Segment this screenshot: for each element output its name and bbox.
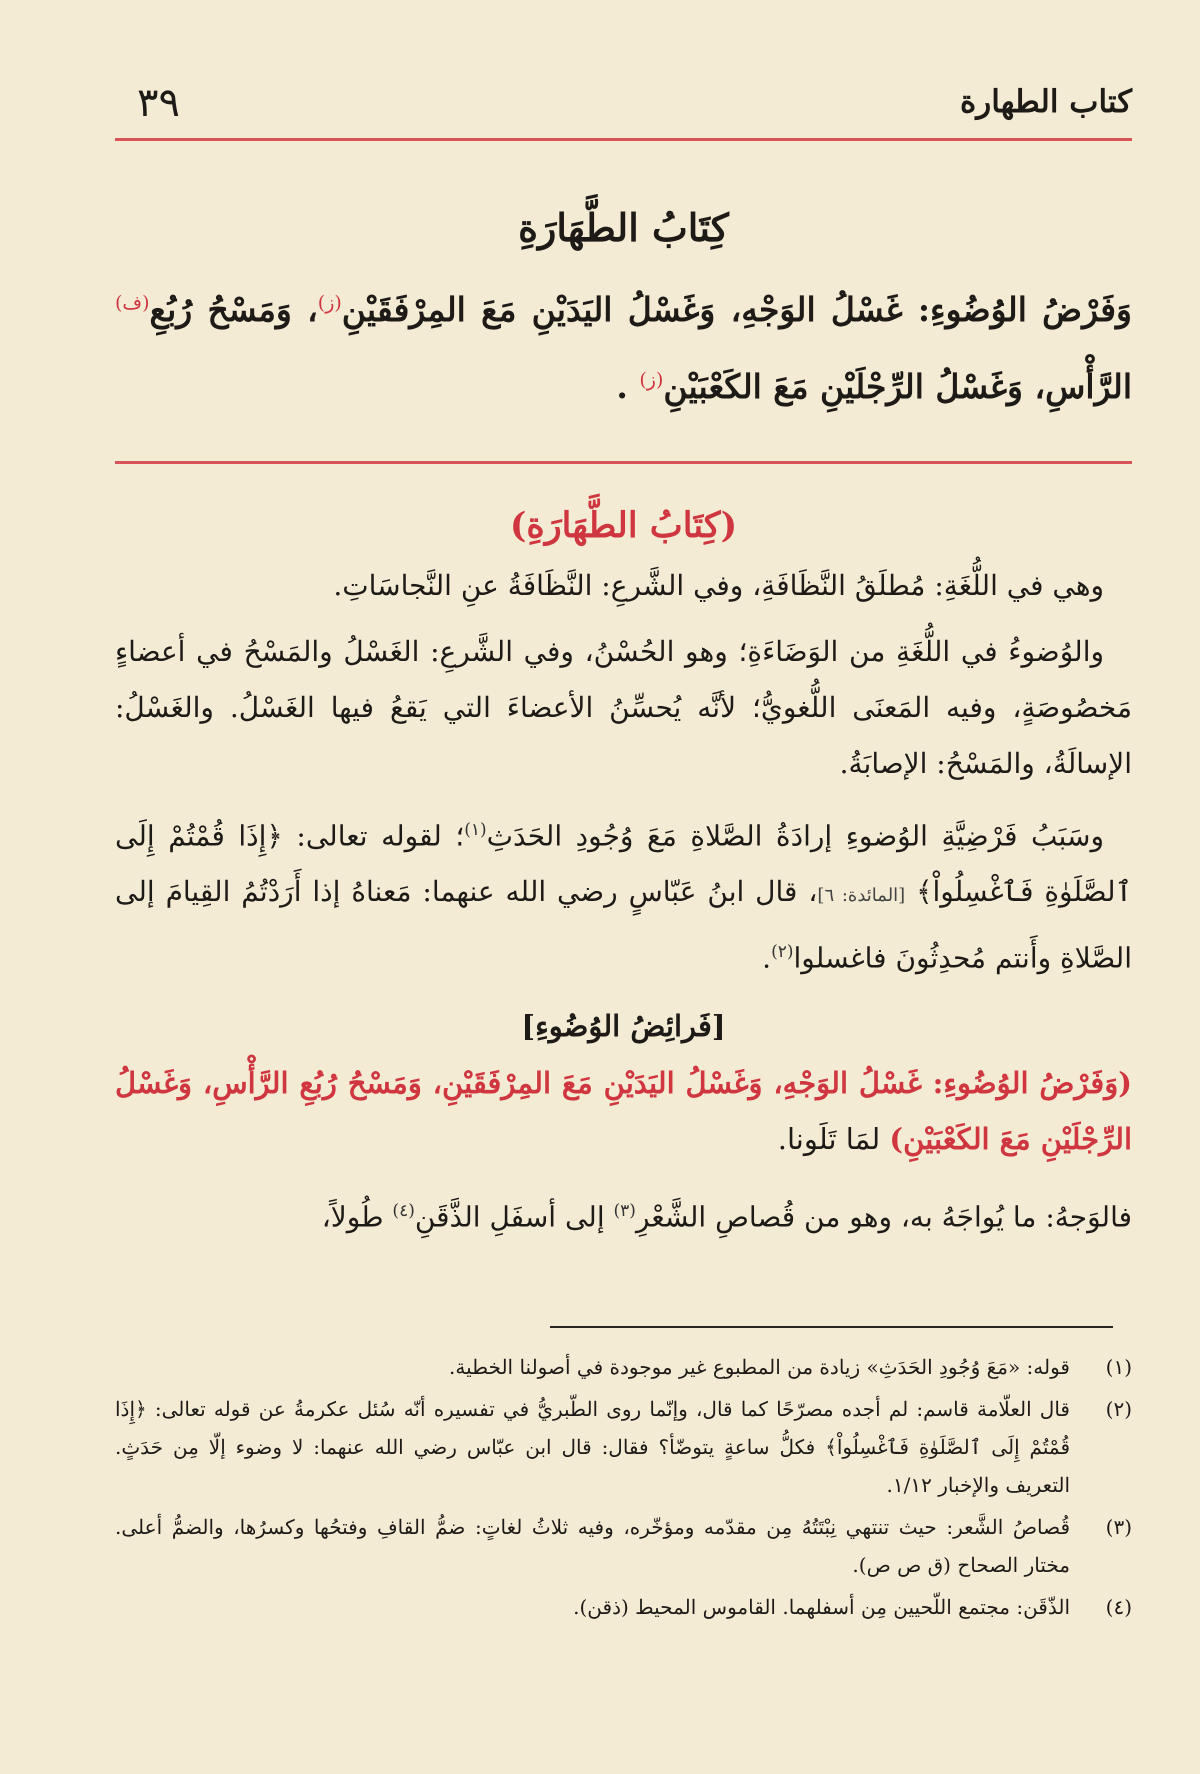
quoted-matn-text: (وَفَرْضُ الوُضُوءِ: غَسْلُ الوَجْهِ، وَغَسْلُ اليَدَيْنِ مَعَ المِرْفَقَيْنِ، وَمَسْحُ رُبُعِ الرَّأْسِ، وَغَسْلُ الرِّجْلَيْنِ مَعَ الكَعْبَيْنِ): [115, 1065, 1132, 1156]
footnote-number: (٣): [1105, 1515, 1132, 1539]
page-number: ٣٩: [137, 80, 180, 126]
text-run: ، قال ابنُ عَبّاسٍ رضي الله عنهما: مَعناهُ إذا أَرَدْتُمُ القِيامَ إلى الصَّلاةِ وأَنتم مُحدِثُونَ فاغسلوا: [115, 875, 1132, 975]
footnotes: [115, 1348, 1132, 1630]
footnote-text: قُصاصُ الشَّعر: حيث تنتهي نِبْتَتُهُ مِن مقدّمه ومؤخّره، وفيه ثلاثُ لغاتٍ: ضمُّ القافِ وفتحُها وكسرُها، والضمُّ أعلى. مختار الصحاح (ق ص ص).: [115, 1515, 1070, 1577]
running-head-title: كتاب الطهارة: [960, 84, 1132, 120]
ref-marker-z: (ز): [317, 292, 342, 314]
footnote-ref: (١): [464, 820, 487, 840]
text-run: إلى أسفَلِ الذَّقَنِ: [414, 1199, 614, 1233]
section-heading: [فَرائِضُ الوُضُوءِ]: [521, 1008, 726, 1043]
text-run: طُولاً،: [321, 1199, 393, 1233]
footnote-text: قال العلّامة قاسم: لم أجده مصرّحًا كما قال، وإنّما روى الطّبريُّ في تفسيره أنّه سُئل عكرمةُ عن قوله تعالى: ﴿إِذَا قُمْتُمْ إِلَى ٱلصَّلَوٰةِ فَٱغْسِلُواْ﴾ فكلُّ ساعةٍ يتوضّأ؟ فقال: قال ابن عبّاس رضي الله عنهما: لا وضوء إلّا مِن حَدَثٍ. التعريف والإخبار ١/١٢.: [115, 1397, 1071, 1497]
text-run: ؛ لقوله تعالى: ﴿إِذَا قُمْتُمْ إِلَى ٱلصَّلَوٰةِ فَٱغْسِلُواْ﴾: [115, 819, 1132, 909]
footnote-text: الذّقَن: مجتمع اللّحيين مِن أسفلهما. القاموس المحيط (ذقن).: [573, 1595, 1070, 1619]
matn-title: كِتَابُ الطَّهَارَةِ: [518, 205, 729, 250]
sharh-title: (كِتَابُ الطَّهَارَةِ): [509, 505, 738, 546]
matn-section: [115, 205, 1132, 422]
footnote: [115, 1588, 1132, 1626]
footnote: [115, 1348, 1132, 1386]
footnote-ref: (٤): [392, 1200, 415, 1221]
footnote-separator: [550, 1326, 1113, 1328]
footnote-text: قوله: «مَعَ وُجُودِ الحَدَثِ» زيادة من المطبوع غير موجودة في أصولنا الخطية.: [449, 1355, 1070, 1379]
text-run: لمَا تَلَونا.: [777, 1121, 890, 1156]
quran-reference: [المائدة: ٦]: [817, 885, 906, 907]
footnote: [115, 1390, 1132, 1504]
footnote-ref: (٣): [613, 1200, 636, 1221]
ref-marker-f: (ف): [115, 292, 150, 314]
paragraph: والوُضوءُ في اللُّغَةِ من الوَضَاءَةِ؛ وهو الحُسْنُ، وفي الشَّرعِ: الغَسْلُ والمَسْحُ في أعضاءٍ مَخصُوصَةٍ، وفيه المَعنَى اللُّغويُّ؛ لأنَّه يُحسِّنُ الأعضاءَ التي يَقعُ فيها الغَسْلُ. والغَسْلُ: الإسالَةُ، والمَسْحُ: الإصابَةُ.: [115, 635, 1132, 780]
text-run: .: [762, 941, 772, 975]
text-run: وسَبَبُ فَرْضِيَّةِ الوُضوءِ إرادَةُ الصَّلاةِ مَعَ وُجُودِ الحَدَثِ: [486, 819, 1104, 853]
sharh-section: [115, 505, 1132, 1255]
paragraph: وهي في اللُّغَةِ: مُطلَقُ النَّظَافَةِ، وفي الشَّرعِ: النَّظَافَةُ عنِ النَّجاسَاتِ.: [333, 569, 1104, 602]
ref-marker-z: (ز): [639, 369, 664, 391]
header-rule: [115, 138, 1132, 141]
matn-line-part: الرَّأْسِ، وَغَسْلُ الرِّجْلَيْنِ مَعَ الكَعْبَيْنِ: [663, 367, 1132, 406]
footnote: [115, 1508, 1132, 1584]
section-rule: [115, 461, 1132, 464]
matn-line-part: وَفَرْضُ الوُضُوءِ: غَسْلُ الوَجْهِ، وَغَسْلُ اليَدَيْنِ مَعَ المِرْفَقَيْنِ: [341, 290, 1132, 329]
running-head: [115, 78, 1132, 138]
footnote-number: (١): [1105, 1355, 1132, 1379]
matn-text: [115, 268, 1132, 422]
footnote-number: (٤): [1105, 1595, 1132, 1619]
matn-line-part: ، وَمَسْحُ رُبُعِ: [149, 290, 318, 329]
footnote-number: (٢): [1105, 1397, 1132, 1421]
paragraph: [115, 1183, 1132, 1245]
matn-line-part: .: [616, 367, 628, 406]
paragraph: [115, 802, 1132, 987]
text-run: فالوَجهُ: ما يُواجَهُ به، وهو من قُصاصِ الشَّعْرِ: [635, 1199, 1132, 1233]
quoted-matn: [115, 1055, 1132, 1167]
footnote-ref: (٢): [771, 942, 794, 963]
